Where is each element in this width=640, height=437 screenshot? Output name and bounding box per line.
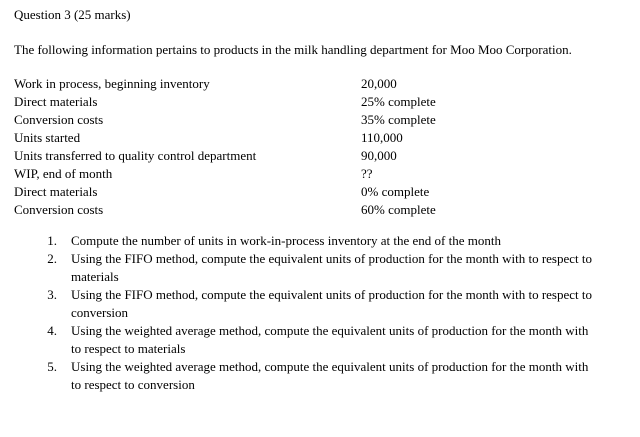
table-row [14, 165, 626, 183]
row-label: Work in process, beginning inventory [14, 76, 210, 91]
list-text: Compute the number of units in work-in-process inventory at the end of the month [71, 233, 501, 248]
row-label: Conversion costs [14, 202, 104, 217]
list-text: Using the weighted average method, compute the equivalent units of production for the month with to respect to conversion [71, 359, 589, 392]
list-number: 2. [47, 251, 57, 266]
intro-paragraph: The following information pertains to products in the milk handling department for Moo Moo Corporation. [14, 42, 572, 57]
list-item [14, 250, 626, 286]
list-number: 5. [47, 359, 57, 374]
table-row [14, 93, 626, 111]
row-value: 20,000 [361, 76, 397, 91]
question-list [14, 232, 626, 394]
list-item [14, 358, 626, 394]
row-label: Conversion costs [14, 112, 104, 127]
row-value: 90,000 [361, 148, 397, 163]
table-row [14, 201, 626, 219]
row-label: Direct materials [14, 94, 98, 109]
list-item [14, 322, 626, 358]
table-row [14, 75, 626, 93]
list-item [14, 232, 626, 250]
row-label: Direct materials [14, 184, 98, 199]
question-title: Question 3 (25 marks) [14, 7, 131, 22]
row-value: 35% complete [361, 112, 436, 127]
row-label: Units transferred to quality control department [14, 148, 257, 163]
list-number: 4. [47, 323, 57, 338]
list-item [14, 286, 626, 322]
row-value: ?? [361, 166, 373, 181]
list-text: Using the FIFO method, compute the equivalent units of production for the month with to respect to materials [71, 251, 592, 284]
list-text: Using the weighted average method, compute the equivalent units of production for the month with to respect to materials [71, 323, 589, 356]
row-value: 0% complete [361, 184, 430, 199]
list-text: Using the FIFO method, compute the equivalent units of production for the month with to respect to conversion [71, 287, 592, 320]
list-number: 1. [47, 233, 57, 248]
table-row [14, 147, 626, 165]
row-label: WIP, end of month [14, 166, 113, 181]
row-label: Units started [14, 130, 81, 145]
data-table [14, 75, 626, 219]
table-row [14, 129, 626, 147]
list-number: 3. [47, 287, 57, 302]
table-row [14, 111, 626, 129]
document-page [14, 6, 626, 394]
row-value: 110,000 [361, 130, 403, 145]
row-value: 60% complete [361, 202, 436, 217]
row-value: 25% complete [361, 94, 436, 109]
table-row [14, 183, 626, 201]
